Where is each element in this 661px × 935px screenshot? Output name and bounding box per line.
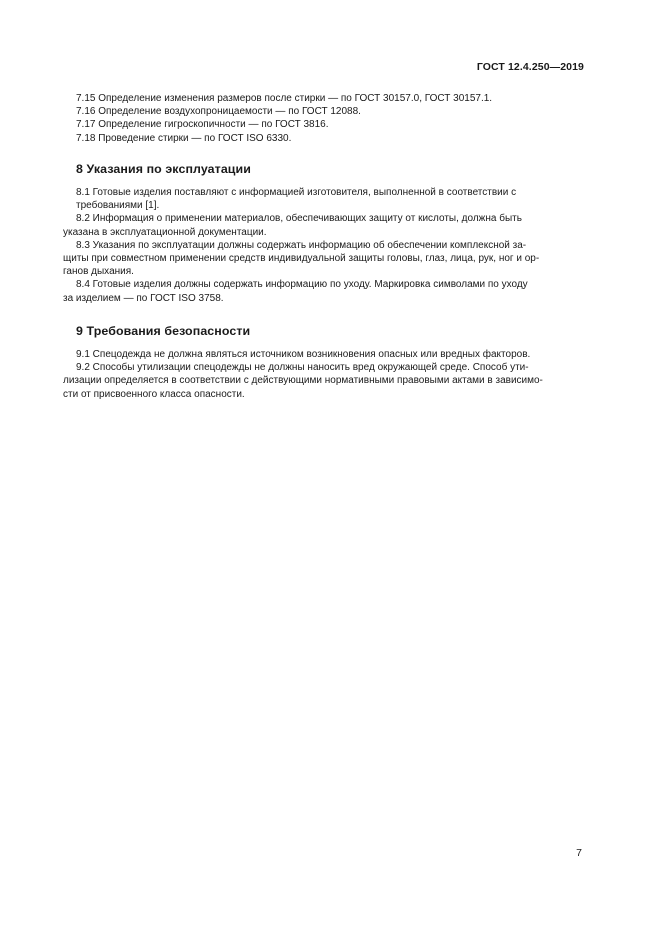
text-line: сти от присвоенного класса опасности. bbox=[63, 388, 245, 400]
text-line: 8.2 Информация о применении материалов, обеспечивающих защиту от кислоты, должна быть bbox=[76, 213, 522, 225]
text-line: указана в эксплуатационной документации. bbox=[63, 226, 267, 238]
text-line: лизации определяется в соответствии с действующими нормативными правовыми актами в зависимо- bbox=[63, 375, 543, 387]
section-9-body bbox=[63, 348, 584, 401]
text-line: 9.1 Спецодежда не должна являться источником возникновения опасных или вредных факторов. bbox=[76, 349, 531, 360]
text-line: 8.3 Указания по эксплуатации должны содержать информацию об обеспечении комплексной за- bbox=[76, 239, 527, 251]
text-line: 9.2 Способы утилизации спецодежды не должны наносить вред окружающей среде. Способ ути- bbox=[76, 362, 529, 374]
list-item: 7.18 Проведение стирки — по ГОСТ ISO 6330. bbox=[76, 132, 292, 144]
list-item: 7.17 Определение гигроскопичности — по ГОСТ 3816. bbox=[76, 119, 329, 131]
section-8-heading: 8 Указания по эксплуатации bbox=[76, 162, 251, 176]
page-number: 7 bbox=[576, 847, 582, 859]
text-line: ганов дыхания. bbox=[63, 266, 134, 278]
text-line: 8.1 Готовые изделия поставляют с информацией изготовителя, выполненной в соответствии с bbox=[76, 187, 517, 198]
list-item: 7.16 Определение воздухопроницаемости — по ГОСТ 12088. bbox=[76, 106, 361, 118]
section-8-body bbox=[63, 186, 584, 305]
document-header: ГОСТ 12.4.250—2019 bbox=[476, 61, 584, 73]
text-line: за изделием — по ГОСТ ISO 3758. bbox=[63, 292, 224, 304]
list-item: 7.15 Определение изменения размеров после стирки — по ГОСТ 30157.0, ГОСТ 30157.1. bbox=[76, 93, 493, 104]
subsection-list-7 bbox=[76, 92, 584, 145]
text-line: щиты при совместном применении средств индивидуальной защиты головы, глаз, лица, рук, ног и ор- bbox=[63, 253, 540, 265]
text-line: требованиями [1]. bbox=[76, 200, 160, 212]
text-line: 8.4 Готовые изделия должны содержать информацию по уходу. Маркировка символами по уходу bbox=[76, 279, 528, 291]
section-9-heading: 9 Требования безопасности bbox=[76, 324, 251, 338]
